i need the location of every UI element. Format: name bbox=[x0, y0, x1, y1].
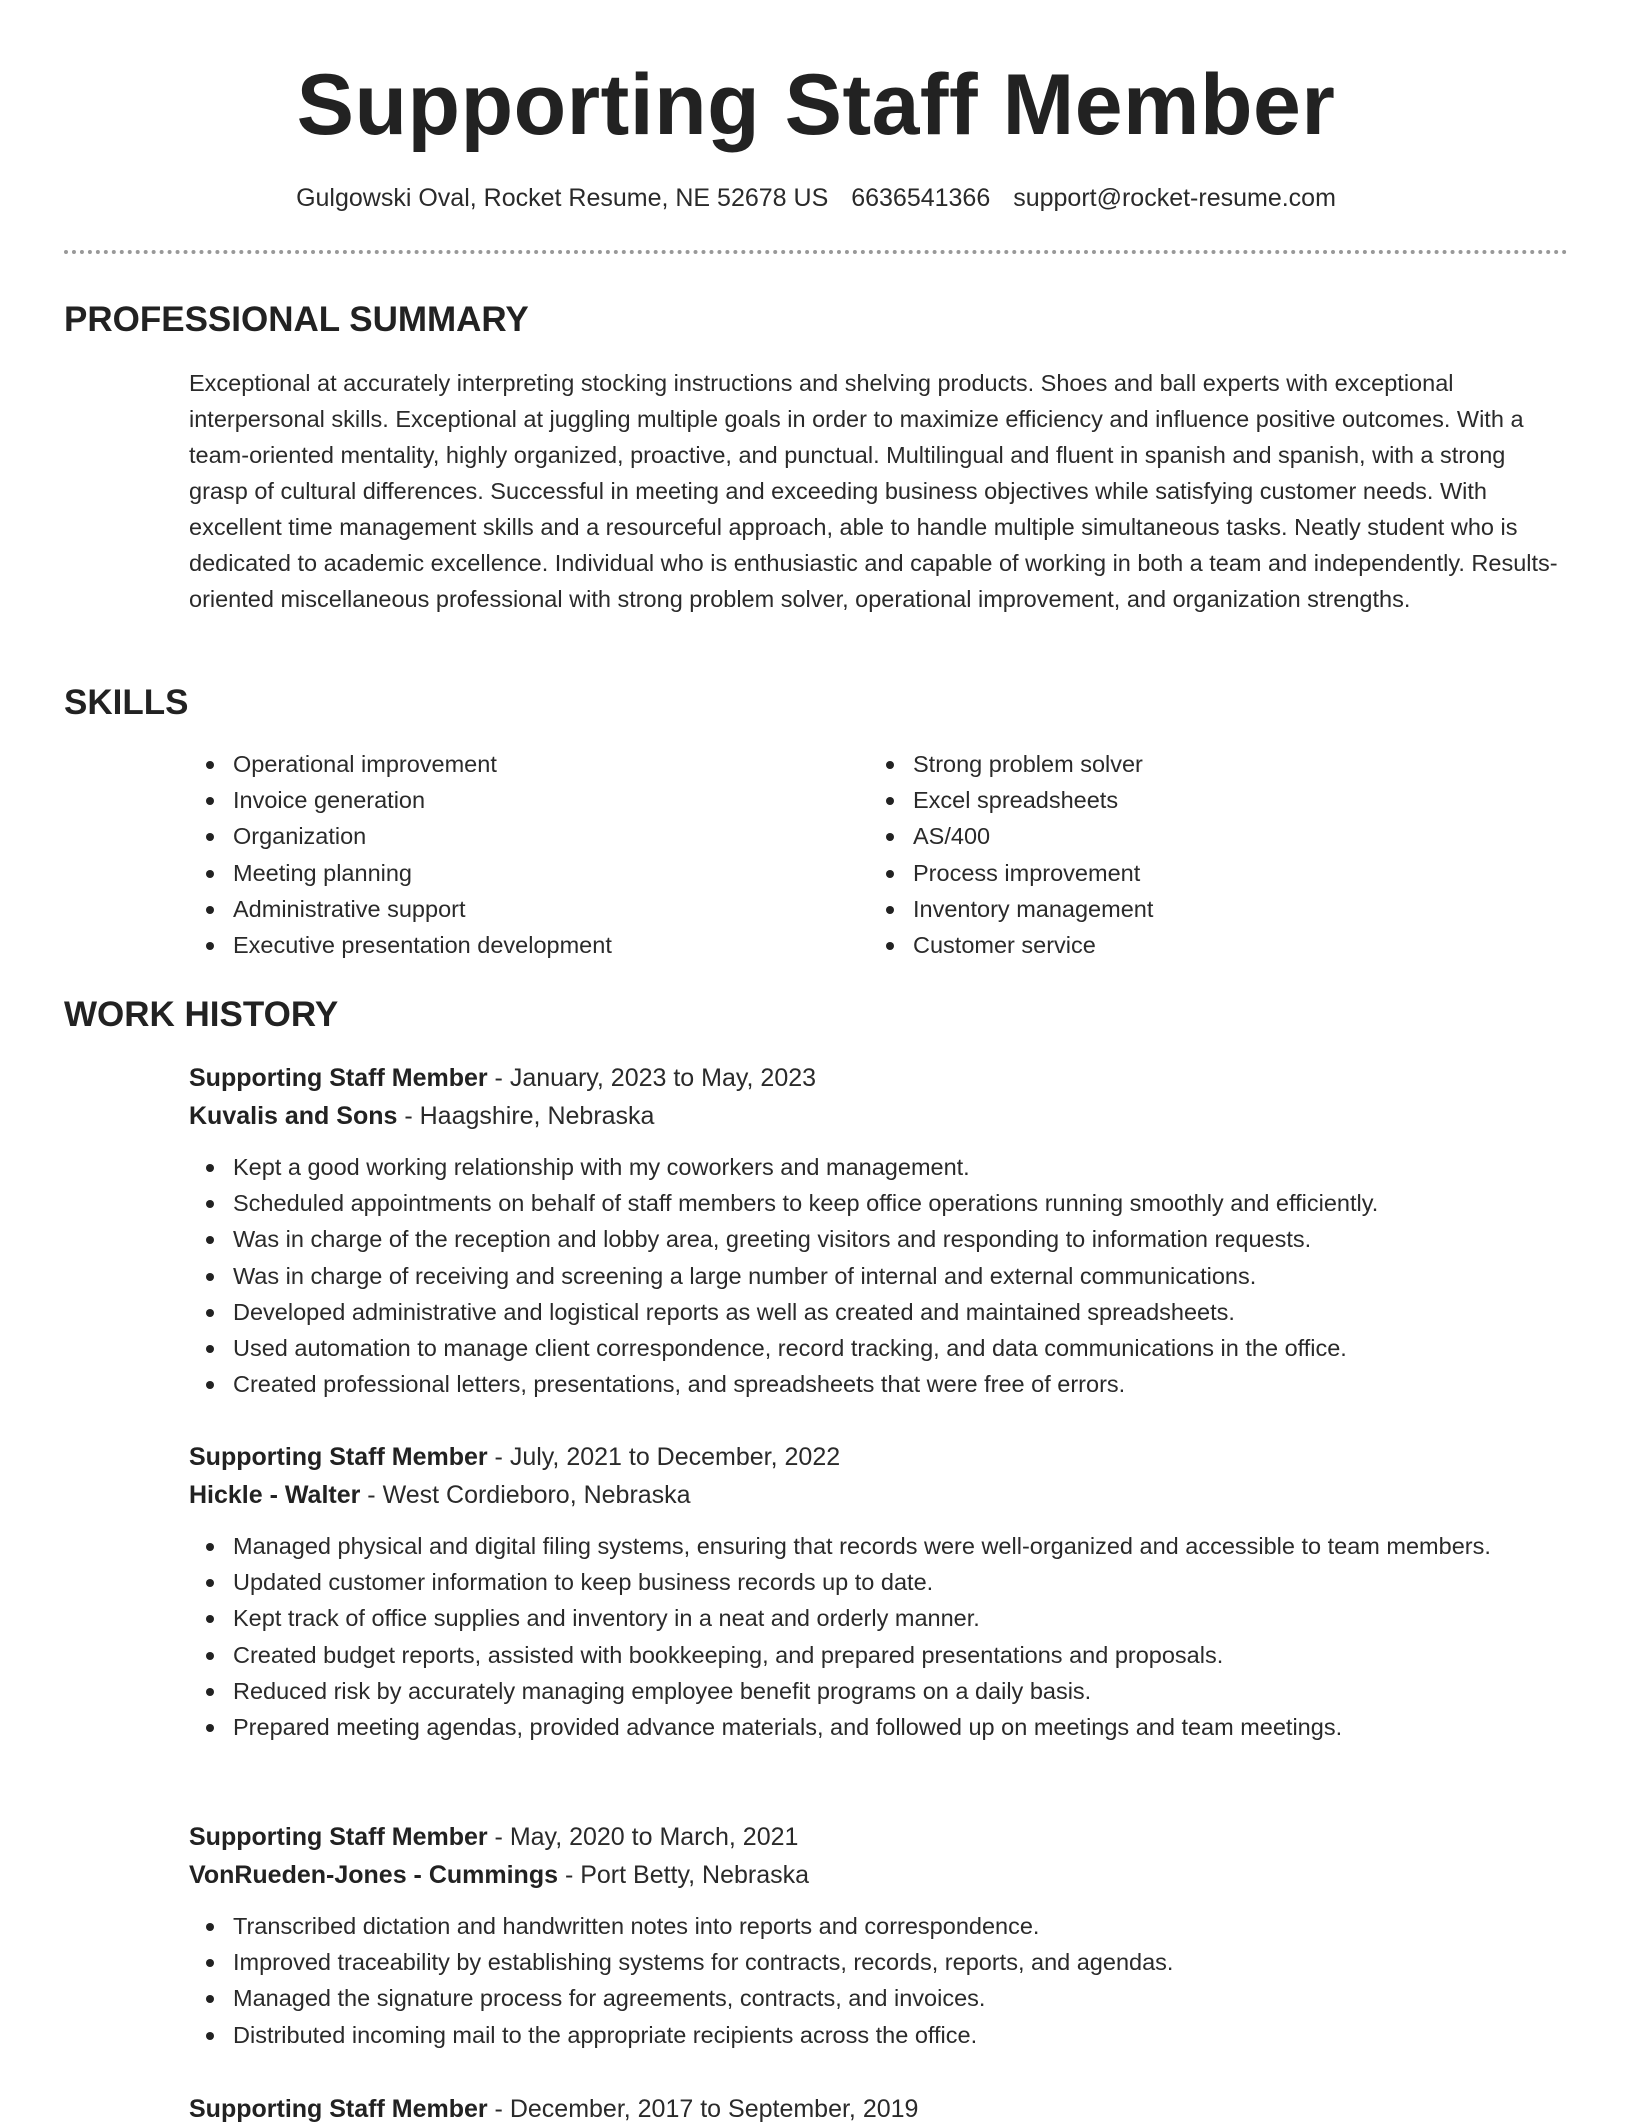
skill-item: Customer service bbox=[869, 927, 1549, 963]
job-bullet: Updated customer information to keep business records up to date. bbox=[189, 1564, 1569, 1600]
job-bullet: Managed physical and digital filing systems, ensuring that records were well-organized and accessible to team members. bbox=[189, 1528, 1569, 1564]
skill-item: Executive presentation development bbox=[189, 927, 869, 963]
job-entry bbox=[189, 1059, 1569, 1402]
job-dates: - July, 2021 to December, 2022 bbox=[487, 1443, 841, 1471]
contact-phone: 6636541366 bbox=[851, 184, 991, 212]
job-bullet: Used automation to manage client correspondence, record tracking, and data communications in the office. bbox=[189, 1330, 1569, 1366]
job-bullets bbox=[189, 1528, 1569, 1745]
job-bullet: Kept track of office supplies and inventory in a neat and orderly manner. bbox=[189, 1600, 1569, 1636]
job-bullet: Was in charge of receiving and screening a large number of internal and external communications. bbox=[189, 1258, 1569, 1294]
job-location: - West Cordieboro, Nebraska bbox=[360, 1481, 691, 1509]
job-title-line bbox=[189, 1438, 1569, 1476]
skill-item: Strong problem solver bbox=[869, 746, 1549, 782]
skill-item: Administrative support bbox=[189, 891, 869, 927]
job-title-line bbox=[189, 1059, 1569, 1097]
job-role: Supporting Staff Member bbox=[189, 1064, 488, 1092]
skill-item: Invoice generation bbox=[189, 782, 869, 818]
summary-text: Exceptional at accurately interpreting stocking instructions and shelving products. Shoes and ball experts with exceptional interpersonal skills. Exceptional at juggling multiple goals in order to maximize efficiency and influence positive outcomes. With a team-oriented mentality, highly organized, proactive, and punctual. Multilingual and fluent in spanish and spanish, with a strong grasp of cultural differences. Successful in meeting and exceeding business objectives while satisfying customer needs. With excellent time management skills and a resourceful approach, able to handle multiple simultaneous tasks. Neatly student who is dedicated to academic excellence. Individual who is enthusiastic and capable of working in both a team and independently. Results-oriented miscellaneous professional with strong problem solver, operational improvement, and organization strengths. bbox=[189, 370, 1558, 612]
job-location: - Port Betty, Nebraska bbox=[558, 1861, 810, 1889]
job-bullet: Kept a good working relationship with my coworkers and management. bbox=[189, 1149, 1569, 1185]
skill-item: Process improvement bbox=[869, 855, 1549, 891]
contact-line bbox=[0, 180, 1632, 216]
contact-email: support@rocket-resume.com bbox=[1013, 184, 1336, 212]
skill-item: Meeting planning bbox=[189, 855, 869, 891]
job-bullet: Transcribed dictation and handwritten notes into reports and correspondence. bbox=[189, 1908, 1569, 1944]
job-company: VonRueden-Jones - Cummings bbox=[189, 1861, 559, 1889]
job-bullets bbox=[189, 1149, 1569, 1402]
job-entry bbox=[189, 1438, 1569, 1745]
job-bullet: Created budget reports, assisted with bookkeeping, and prepared presentations and proposals. bbox=[189, 1637, 1569, 1673]
skill-item: AS/400 bbox=[869, 818, 1549, 854]
job-bullet: Developed administrative and logistical reports as well as created and maintained spreadsheets. bbox=[189, 1294, 1569, 1330]
job-role: Supporting Staff Member bbox=[189, 1823, 488, 1851]
skills-list bbox=[189, 746, 1569, 963]
job-bullet: Created professional letters, presentations, and spreadsheets that were free of errors. bbox=[189, 1366, 1569, 1402]
skill-item: Inventory management bbox=[869, 891, 1549, 927]
candidate-name: Supporting Staff Member bbox=[296, 57, 1336, 153]
job-company-line bbox=[189, 1856, 1569, 1894]
job-company: Kuvalis and Sons bbox=[189, 1102, 398, 1130]
job-title-line bbox=[189, 1818, 1569, 1856]
job-bullet: Improved traceability by establishing systems for contracts, records, reports, and agendas. bbox=[189, 1944, 1569, 1980]
job-entry bbox=[189, 2090, 1569, 2128]
job-bullets bbox=[189, 1908, 1569, 2053]
job-bullet: Scheduled appointments on behalf of staff members to keep office operations running smoothly and efficiently. bbox=[189, 1185, 1569, 1221]
job-location: - Haagshire, Nebraska bbox=[397, 1102, 655, 1130]
job-company: Hickle - Walter bbox=[189, 1481, 361, 1509]
job-entry bbox=[189, 1818, 1569, 2053]
job-role: Supporting Staff Member bbox=[189, 1443, 488, 1471]
job-company-line bbox=[189, 1476, 1569, 1514]
work-history-heading: WORK HISTORY bbox=[64, 995, 339, 1034]
job-role: Supporting Staff Member bbox=[189, 2095, 488, 2123]
summary-heading: PROFESSIONAL SUMMARY bbox=[64, 300, 529, 339]
skill-item: Organization bbox=[189, 818, 869, 854]
job-bullet: Was in charge of the reception and lobby area, greeting visitors and responding to information requests. bbox=[189, 1221, 1569, 1257]
job-title-line bbox=[189, 2090, 1569, 2128]
job-bullet: Distributed incoming mail to the appropriate recipients across the office. bbox=[189, 2017, 1569, 2053]
job-bullet: Reduced risk by accurately managing employee benefit programs on a daily basis. bbox=[189, 1673, 1569, 1709]
skill-item: Excel spreadsheets bbox=[869, 782, 1549, 818]
job-bullet: Managed the signature process for agreements, contracts, and invoices. bbox=[189, 1980, 1569, 2016]
skill-item: Operational improvement bbox=[189, 746, 869, 782]
job-dates: - January, 2023 to May, 2023 bbox=[487, 1064, 817, 1092]
job-company-line bbox=[189, 1097, 1569, 1135]
header-divider bbox=[64, 250, 1568, 254]
skills-heading: SKILLS bbox=[64, 683, 189, 722]
skills-column-right bbox=[869, 746, 1549, 963]
contact-address: Gulgowski Oval, Rocket Resume, NE 52678 US bbox=[296, 184, 829, 212]
job-dates: - December, 2017 to September, 2019 bbox=[487, 2095, 919, 2123]
skills-column-left bbox=[189, 746, 869, 963]
job-dates: - May, 2020 to March, 2021 bbox=[487, 1823, 799, 1851]
job-bullet: Prepared meeting agendas, provided advance materials, and followed up on meetings and team meetings. bbox=[189, 1709, 1569, 1745]
